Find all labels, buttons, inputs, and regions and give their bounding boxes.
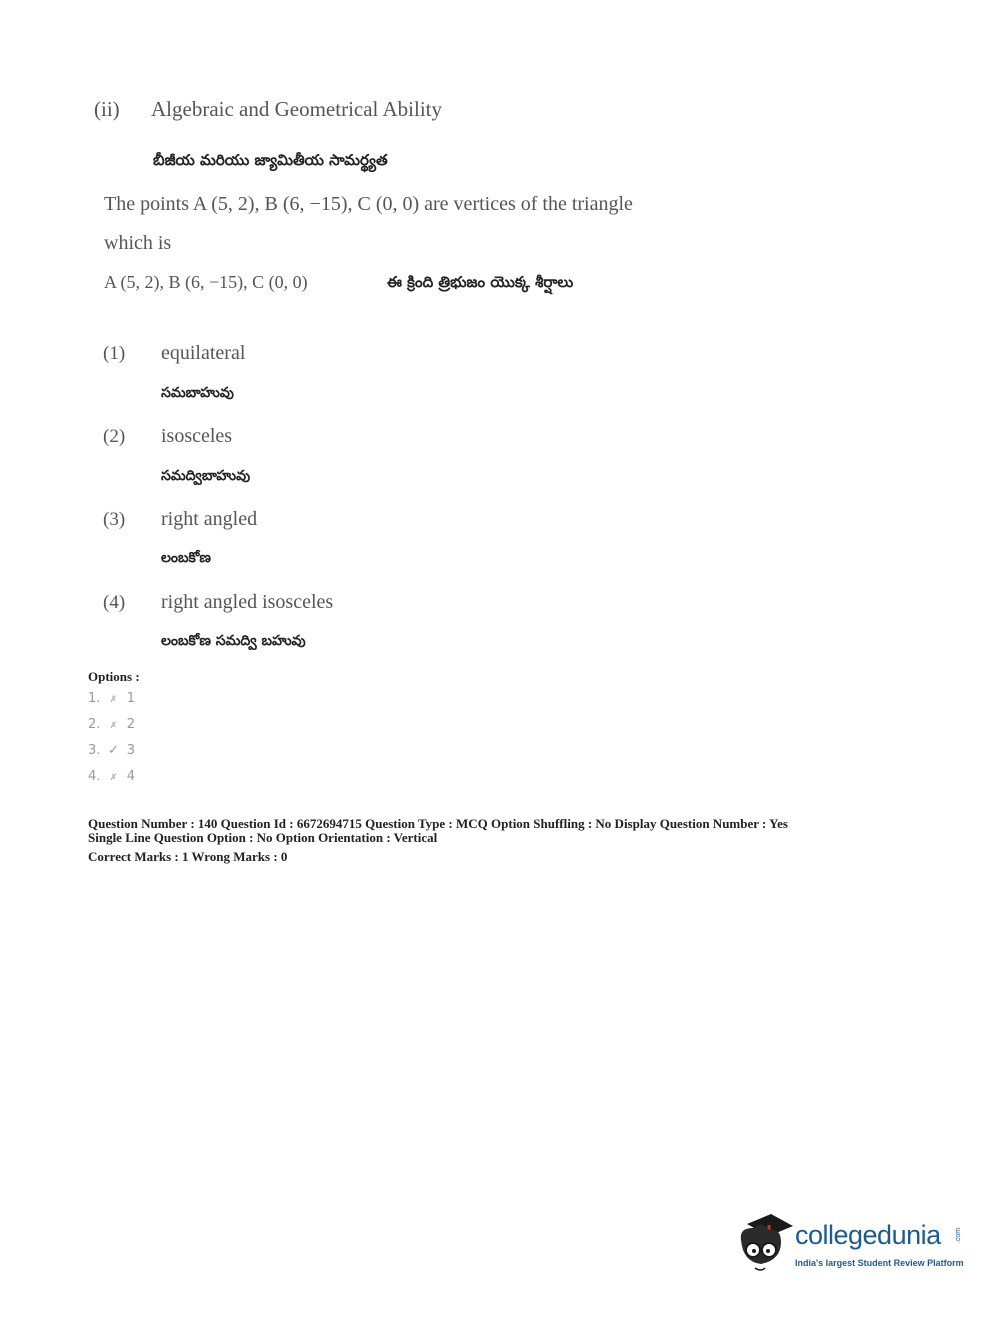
answer-option-correct — [88, 743, 135, 758]
options-label: Options : — [88, 669, 140, 684]
choice-2-telugu: సమద్విబాహువు — [161, 468, 251, 484]
cross-icon: ✗ — [109, 721, 118, 731]
question-meta-line-3: Correct Marks : 1 Wrong Marks : 0 — [88, 849, 288, 864]
question-meta-line-1: Question Number : 140 Question Id : 6672694715 Question Type : MCQ Option Shuffling : No Display Question Number : Yes — [88, 816, 788, 831]
choice-2-number: (2) — [103, 426, 126, 447]
choice-1-text: equilateral — [161, 342, 246, 364]
choice-3-number: (3) — [103, 509, 126, 530]
answer-option-value: 1 — [126, 691, 135, 706]
choice-4-telugu: లంబకోణ సమద్వి బహువు — [161, 633, 306, 649]
answer-option — [88, 717, 135, 732]
cross-icon: ✗ — [109, 695, 118, 705]
choice-3-telugu: లంబకోణ — [161, 550, 211, 566]
choice-1-telugu: సమబాహువు — [161, 385, 234, 401]
section-number: (ii) — [94, 97, 120, 121]
answer-option-index: 2. — [88, 717, 101, 732]
answer-option-value: 3 — [126, 743, 135, 758]
answer-option-value: 2 — [126, 717, 135, 732]
answer-option-index: 1. — [88, 691, 101, 706]
answer-option — [88, 691, 135, 706]
choice-4-text: right angled isosceles — [161, 591, 334, 613]
answer-option — [88, 769, 135, 784]
choice-3-text: right angled — [161, 508, 258, 530]
mascot-icon — [735, 1210, 795, 1280]
answer-option-value: 4 — [126, 769, 135, 784]
answer-option-index: 3. — [88, 743, 101, 758]
section-title: Algebraic and Geometrical Ability — [151, 97, 442, 121]
choice-4-number: (4) — [103, 592, 126, 613]
logo-tagline: India's largest Student Review Platform — [795, 1258, 964, 1268]
question-meta-line-2: Single Line Question Option : No Option Orientation : Vertical — [88, 830, 438, 845]
collegedunia-logo — [735, 1210, 965, 1280]
question-line-3: A (5, 2), B (6, −15), C (0, 0) — [104, 272, 308, 292]
question-line-1: The points A (5, 2), B (6, −15), C (0, 0) are vertices of the triangle — [104, 193, 633, 215]
question-line-3-telugu: ఈ క్రింది త్రిభుజం యొక్క శీర్షాలు — [387, 273, 574, 291]
logo-suffix: .com — [955, 1227, 963, 1244]
choice-1-number: (1) — [103, 343, 126, 364]
cross-icon: ✗ — [109, 773, 118, 783]
logo-wordmark: collegedunia — [795, 1220, 941, 1250]
section-title-telugu: బీజీయ మరియు జ్యామితీయ సామర్థ్యత — [153, 151, 388, 169]
choice-2-text: isosceles — [161, 425, 233, 447]
check-icon: ✓ — [108, 743, 119, 758]
answer-option-index: 4. — [88, 769, 101, 784]
question-line-2: which is — [104, 232, 172, 254]
